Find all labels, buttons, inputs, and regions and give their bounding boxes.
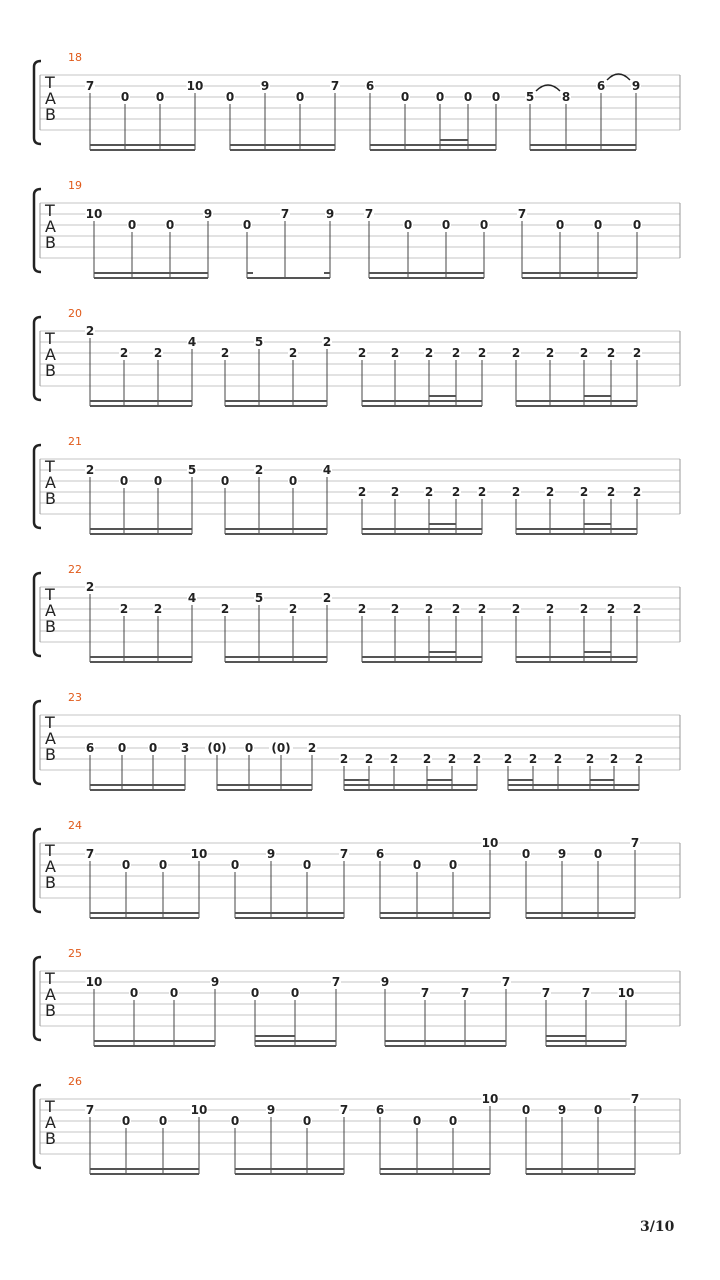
fret-number: 0	[220, 474, 230, 488]
fret-number: 0	[521, 847, 531, 861]
fret-number: 2	[390, 346, 400, 360]
fret-number: 0	[302, 1114, 312, 1128]
fret-number: 2	[357, 485, 367, 499]
fret-number: 8	[561, 90, 571, 104]
fret-number: 9	[210, 975, 220, 989]
fret-number: 6	[375, 847, 385, 861]
tab-clef-letter: A	[45, 1113, 56, 1132]
fret-number: 9	[557, 1103, 567, 1117]
fret-number: 2	[85, 324, 95, 338]
tab-clef-letter: T	[45, 201, 55, 220]
fret-number: 2	[528, 752, 538, 766]
fret-number: 2	[477, 602, 487, 616]
fret-number: 4	[322, 463, 332, 477]
tab-clef-letter: T	[45, 73, 55, 92]
tab-clef-letter: B	[45, 873, 56, 892]
fret-number: 6	[85, 741, 95, 755]
fret-number: 2	[606, 485, 616, 499]
fret-number: 7	[280, 207, 290, 221]
fret-number: 7	[85, 1103, 95, 1117]
fret-number: 6	[596, 79, 606, 93]
fret-number: 2	[632, 346, 642, 360]
fret-number: 0	[165, 218, 175, 232]
fret-number: 0	[250, 986, 260, 1000]
fret-number: 7	[330, 79, 340, 93]
fret-number: 2	[424, 485, 434, 499]
fret-number: 2	[511, 602, 521, 616]
tab-clef-letter: T	[45, 713, 55, 732]
fret-number: 2	[606, 602, 616, 616]
fret-number: 7	[339, 1103, 349, 1117]
fret-number: 0	[441, 218, 451, 232]
fret-number: 2	[545, 346, 555, 360]
fret-number: 2	[447, 752, 457, 766]
fret-number: 7	[331, 975, 341, 989]
fret-number: 2	[632, 485, 642, 499]
fret-number: 7	[339, 847, 349, 861]
tab-clef-letter: B	[45, 1001, 56, 1020]
fret-number: 2	[477, 346, 487, 360]
fret-number: 0	[244, 741, 254, 755]
fret-number: 2	[322, 591, 332, 605]
fret-number: 6	[365, 79, 375, 93]
fret-number: 0	[121, 1114, 131, 1128]
fret-number: 9	[557, 847, 567, 861]
fret-number: 2	[634, 752, 644, 766]
fret-number: 2	[357, 346, 367, 360]
fret-number: 0	[127, 218, 137, 232]
fret-number: 5	[187, 463, 197, 477]
fret-number: 0	[290, 986, 300, 1000]
fret-number: 0	[158, 858, 168, 872]
fret-number: 2	[477, 485, 487, 499]
fret-number: 2	[153, 346, 163, 360]
tab-clef-letter: T	[45, 457, 55, 476]
fret-number: 0	[302, 858, 312, 872]
fret-number: 2	[339, 752, 349, 766]
fret-number: 9	[260, 79, 270, 93]
fret-number: 7	[85, 79, 95, 93]
fret-number: 0	[593, 847, 603, 861]
fret-number: 2	[545, 602, 555, 616]
fret-number: 2	[451, 602, 461, 616]
fret-number: 4	[187, 591, 197, 605]
fret-number: 10	[190, 847, 208, 861]
fret-number: 0	[555, 218, 565, 232]
tab-clef-letter: A	[45, 89, 56, 108]
fret-number: 7	[460, 986, 470, 1000]
tab-clef-letter: T	[45, 329, 55, 348]
fret-number: 0	[169, 986, 179, 1000]
fret-number: 2	[119, 602, 129, 616]
page-number: 3/10	[640, 1219, 675, 1235]
fret-number: 2	[389, 752, 399, 766]
measure-number: 23	[68, 691, 82, 704]
fret-number: (0)	[271, 741, 291, 755]
fret-number: 0	[400, 90, 410, 104]
fret-number: 2	[585, 752, 595, 766]
fret-number: 2	[553, 752, 563, 766]
fret-number: 2	[606, 346, 616, 360]
fret-number: 10	[481, 1092, 499, 1106]
fret-number: 2	[307, 741, 317, 755]
fret-number: 2	[609, 752, 619, 766]
fret-number: 2	[511, 485, 521, 499]
tab-clef-letter: T	[45, 1097, 55, 1116]
fret-number: 0	[129, 986, 139, 1000]
fret-number: 0	[593, 1103, 603, 1117]
fret-number: 2	[632, 602, 642, 616]
fret-number: 2	[422, 752, 432, 766]
fret-number: 2	[85, 463, 95, 477]
fret-number: 10	[85, 207, 103, 221]
fret-number: 7	[541, 986, 551, 1000]
fret-number: 0	[435, 90, 445, 104]
measure-number: 25	[68, 947, 82, 960]
tab-clef-letter: A	[45, 985, 56, 1004]
fret-number: 2	[220, 602, 230, 616]
fret-number: 0	[119, 474, 129, 488]
fret-number: 5	[525, 90, 535, 104]
measure-number: 26	[68, 1075, 82, 1088]
fret-number: 10	[481, 836, 499, 850]
fret-number: 0	[158, 1114, 168, 1128]
fret-number: 2	[390, 602, 400, 616]
tab-clef-letter: T	[45, 585, 55, 604]
fret-number: 10	[186, 79, 204, 93]
fret-number: 2	[357, 602, 367, 616]
fret-number: 9	[266, 847, 276, 861]
fret-number: 2	[424, 346, 434, 360]
fret-number: 0	[632, 218, 642, 232]
fret-number: 9	[266, 1103, 276, 1117]
fret-number: 9	[325, 207, 335, 221]
tab-clef-letter: T	[45, 969, 55, 988]
fret-number: 2	[288, 346, 298, 360]
fret-number: 2	[220, 346, 230, 360]
tab-clef-letter: A	[45, 857, 56, 876]
tab-clef-letter: B	[45, 1129, 56, 1148]
fret-number: 9	[203, 207, 213, 221]
measure-number: 24	[68, 819, 82, 832]
fret-number: 2	[511, 346, 521, 360]
fret-number: 2	[390, 485, 400, 499]
fret-number: 0	[412, 1114, 422, 1128]
tab-clef-letter: A	[45, 473, 56, 492]
tab-clef-letter: B	[45, 745, 56, 764]
tab-clef-letter: A	[45, 729, 56, 748]
fret-number: 0	[120, 90, 130, 104]
fret-number: 0	[153, 474, 163, 488]
fret-number: 7	[364, 207, 374, 221]
fret-number: 2	[545, 485, 555, 499]
fret-number: 10	[617, 986, 635, 1000]
fret-number: 2	[364, 752, 374, 766]
fret-number: 7	[420, 986, 430, 1000]
fret-number: 7	[517, 207, 527, 221]
fret-number: (0)	[207, 741, 227, 755]
fret-number: 2	[322, 335, 332, 349]
measure-number: 22	[68, 563, 82, 576]
fret-number: 0	[295, 90, 305, 104]
fret-number: 0	[121, 858, 131, 872]
measure-number: 19	[68, 179, 82, 192]
fret-number: 2	[254, 463, 264, 477]
fret-number: 0	[230, 1114, 240, 1128]
fret-number: 4	[187, 335, 197, 349]
tab-clef-letter: T	[45, 841, 55, 860]
tab-clef-letter: B	[45, 233, 56, 252]
fret-number: 2	[579, 346, 589, 360]
measure-number: 21	[68, 435, 82, 448]
fret-number: 2	[451, 485, 461, 499]
fret-number: 0	[593, 218, 603, 232]
tab-clef-letter: A	[45, 345, 56, 364]
fret-number: 0	[117, 741, 127, 755]
fret-number: 0	[148, 741, 158, 755]
fret-number: 0	[155, 90, 165, 104]
fret-number: 0	[521, 1103, 531, 1117]
fret-number: 3	[180, 741, 190, 755]
tab-clef-letter: B	[45, 617, 56, 636]
fret-number: 0	[491, 90, 501, 104]
tab-clef-letter: B	[45, 489, 56, 508]
measure-number: 20	[68, 307, 82, 320]
fret-number: 0	[242, 218, 252, 232]
fret-number: 2	[424, 602, 434, 616]
fret-number: 2	[503, 752, 513, 766]
fret-number: 9	[631, 79, 641, 93]
fret-number: 2	[451, 346, 461, 360]
fret-number: 2	[579, 485, 589, 499]
fret-number: 7	[85, 847, 95, 861]
tab-clef-letter: A	[45, 217, 56, 236]
fret-number: 0	[412, 858, 422, 872]
fret-number: 5	[254, 591, 264, 605]
tab-clef-letter: A	[45, 601, 56, 620]
fret-number: 0	[403, 218, 413, 232]
fret-number: 7	[630, 1092, 640, 1106]
fret-number: 0	[288, 474, 298, 488]
fret-number: 2	[288, 602, 298, 616]
tab-clef-letter: B	[45, 361, 56, 380]
measure-number: 18	[68, 51, 82, 64]
fret-number: 10	[190, 1103, 208, 1117]
fret-number: 2	[85, 580, 95, 594]
fret-number: 0	[448, 1114, 458, 1128]
fret-number: 6	[375, 1103, 385, 1117]
fret-number: 0	[230, 858, 240, 872]
fret-number: 0	[463, 90, 473, 104]
fret-number: 0	[479, 218, 489, 232]
fret-number: 0	[225, 90, 235, 104]
fret-number: 7	[501, 975, 511, 989]
fret-number: 10	[85, 975, 103, 989]
fret-number: 2	[153, 602, 163, 616]
fret-number: 2	[119, 346, 129, 360]
fret-number: 2	[472, 752, 482, 766]
tab-clef-letter: B	[45, 105, 56, 124]
fret-number: 0	[448, 858, 458, 872]
fret-number: 5	[254, 335, 264, 349]
fret-number: 7	[630, 836, 640, 850]
fret-number: 9	[380, 975, 390, 989]
fret-number: 2	[579, 602, 589, 616]
fret-number: 7	[581, 986, 591, 1000]
